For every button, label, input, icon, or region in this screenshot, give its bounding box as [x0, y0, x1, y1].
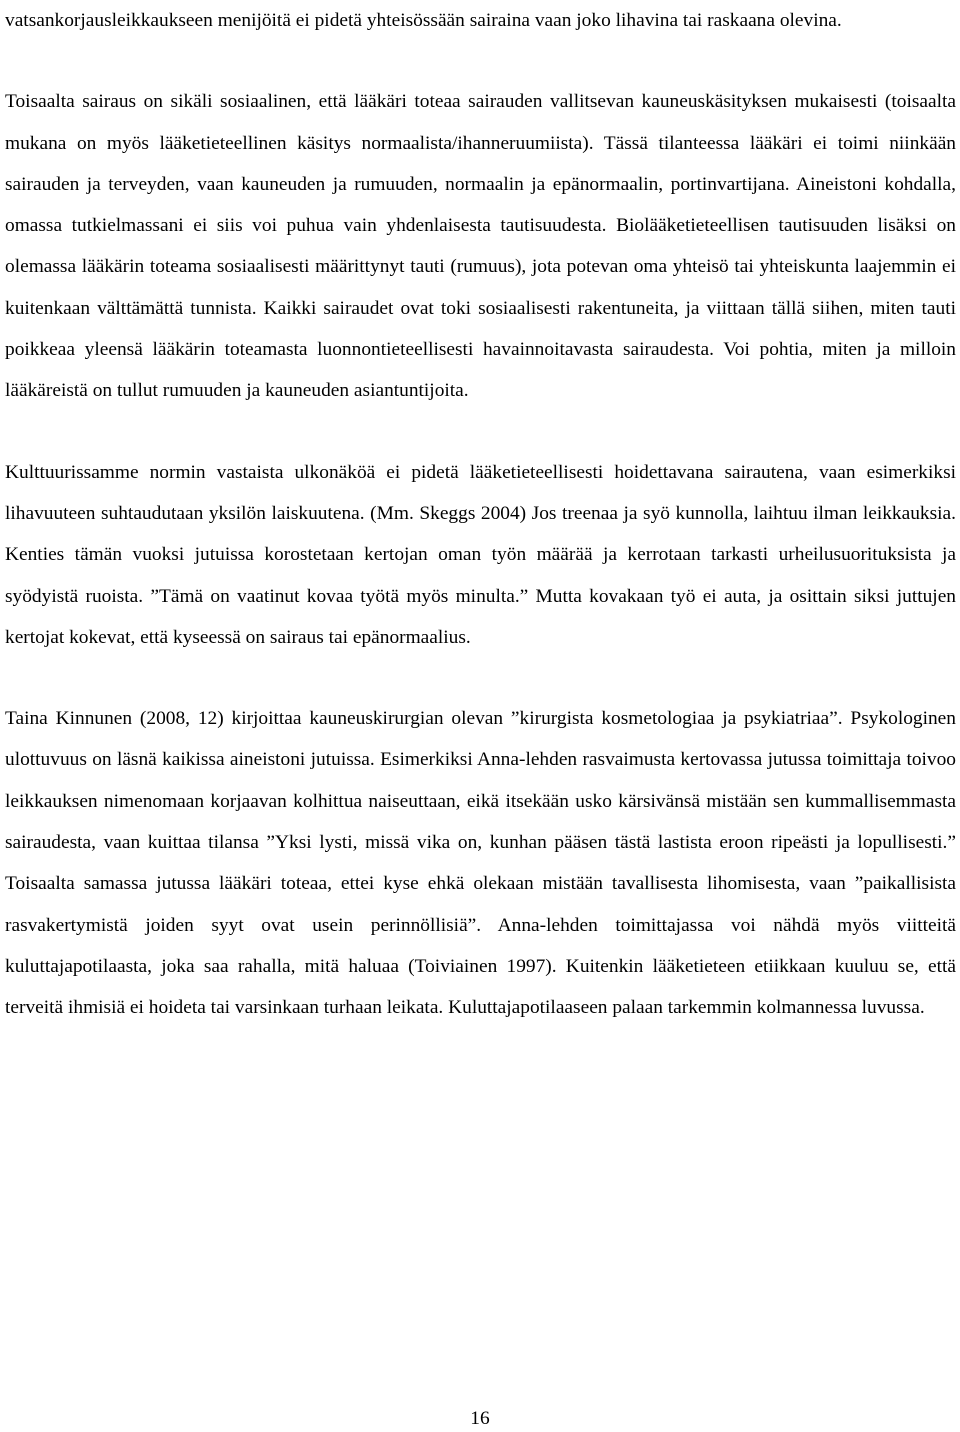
paragraph-2: Toisaalta sairaus on sikäli sosiaalinen, että lääkäri toteaa sairauden vallitsevan kauneuskäsityksen mukaisesti (toisaalta mukana on myös lääketieteellinen käsitys normaalista/ihanneruumiista). Tässä tilanteessa lääkäri ei toimi niinkään sairauden ja terveyden, vaan kauneuden ja rumuuden, normaalin ja epänormaalin, portinvartijana. Aineistoni kohdalla, omassa tutkielmassani ei siis voi puhua vain yhdenlaisesta tautisuudesta. Biolääketieteellisen tautisuuden lisäksi on olemassa lääkärin toteama sosiaalisesti määrittynyt tauti (rumuus), jota potevan oma yhteisö tai yhteiskunta laajemmin ei kuitenkaan välttämättä tunnista. Kaikki sairaudet ovat toki sosiaalisesti rakentuneita, ja viittaan tällä siihen, miten tauti poikkeaa yleensä lääkärin toteamasta luonnontieteellisesti havainnoitavasta sairaudesta. Voi pohtia, miten ja milloin lääkäreistä on tullut rumuuden ja kauneuden asiantuntijoita. [5, 91, 956, 402]
page-number: 16 [470, 1408, 490, 1429]
body-text [5, 0, 956, 1029]
paragraph-1: vatsankorjausleikkaukseen menijöitä ei pidetä yhteisössään sairaina vaan joko lihavina tai raskaana olevina. [5, 10, 842, 31]
paragraph-3: Kulttuurissamme normin vastaista ulkonäköä ei pidetä lääketieteellisesti hoidettavana sairautena, vaan esimerkiksi lihavuuteen suhtaudutaan yksilön laiskuutena. (Mm. Skeggs 2004) Jos treenaa ja syö kunnolla, laihtuu ilman leikkauksia. Kenties tämän vuoksi jutuissa korostetaan kertojan oman työn määrää ja kerrotaan tarkasti urheilusuorituksista ja syödyistä ruoista. ”Tämä on vaatinut kovaa työtä myös minulta.” Mutta kovakaan työ ei auta, ja osittain siksi juttujen kertojat kokevat, että kyseessä on sairaus tai epänormaalius. [5, 461, 956, 648]
paragraph-4: Taina Kinnunen (2008, 12) kirjoittaa kauneuskirurgian olevan ”kirurgista kosmetologiaa ja psykiatriaa”. Psykologinen ulottuvuus on läsnä kaikissa aineistoni jutuissa. Esimerkiksi Anna-lehden rasvaimusta kertovassa jutussa toimittaja toivoo leikkauksen nimenomaan korjaavan kolhittua naiseuttaan, eikä itsekään usko kärsivänsä mistään sen kummallisemmasta sairaudesta, vaan kuittaa tilansa ”Yksi lysti, missä vika on, kunhan pääsen tästä lastista eroon ripeästi ja lopullisesti.” Toisaalta samassa jutussa lääkäri toteaa, ettei kyse ehkä olekaan mistään tavallisesta lihomisesta, vaan ”paikallisista rasvakertymistä joiden syyt ovat usein perinnöllisiä”. Anna-lehden toimittajassa voi nähdä myös viitteitä kuluttajapotilaasta, joka saa rahalla, mitä haluaa (Toiviainen 1997). Kuitenkin lääketieteen etiikkaan kuuluu se, että terveitä ihmisiä ei hoideta tai varsinkaan turhaan leikata. Kuluttajapotilaaseen palaan tarkemmin kolmannessa luvussa. [5, 708, 956, 1019]
